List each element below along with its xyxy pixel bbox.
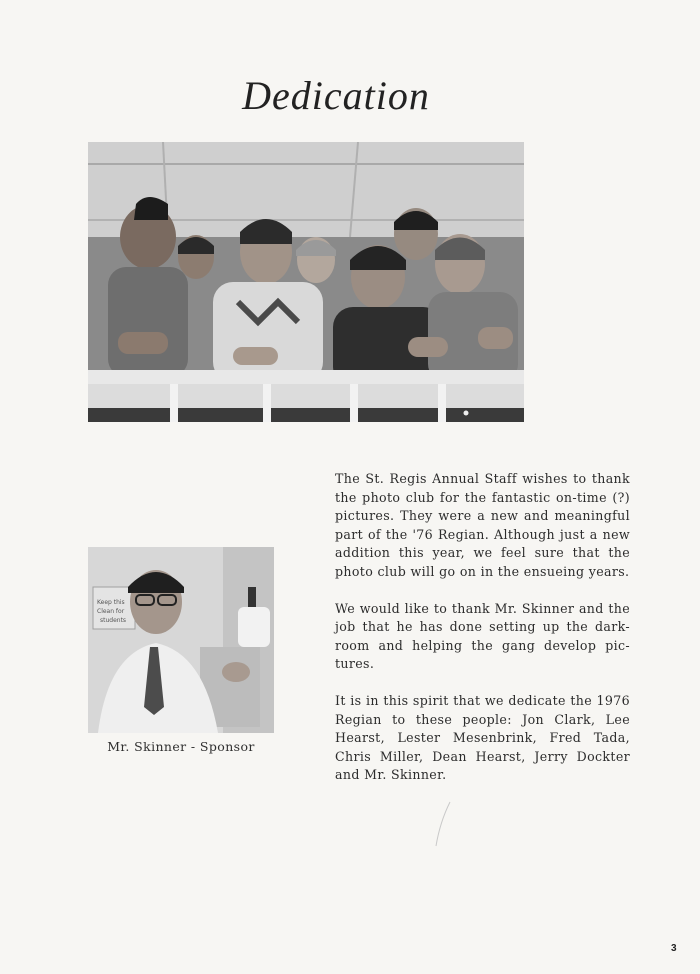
- svg-text:Keep this: Keep this: [97, 599, 125, 606]
- page-title: Dedication: [242, 73, 430, 118]
- sponsor-portrait-photo: [88, 547, 274, 733]
- svg-text:students: students: [100, 617, 127, 624]
- page-number: 3: [671, 943, 677, 954]
- svg-text:Clean for: Clean for: [97, 608, 125, 615]
- dedication-text: [335, 470, 630, 803]
- paragraph-thanks-skinner: We would like to thank Mr. Skinner and the job that he has done setting up the dark-room and helping the gang develop pic-tures.: [335, 600, 630, 672]
- pen-stroke-mark: [430, 800, 460, 850]
- portrait-caption: Mr. Skinner - Sponsor: [107, 739, 255, 754]
- group-photo: [88, 142, 524, 422]
- paragraph-thanks-photo-club: The St. Regis Annual Staff wishes to thank the photo club for the fantastic on-time (?) pictures. They were a new and meaningful part of the '76 Regian. Although just a new addition this year, we feel sure that the photo club will go on in the ensueing years.: [335, 471, 630, 579]
- paragraph-dedication: It is in this spirit that we dedicate the 1976 Regian to these people: Jon Clark, Lee Hearst, Lester Mesenbrink, Fred Tada, Chris Miller, Dean Hearst, Jerry Dockter and Mr. Skinner.: [335, 692, 630, 783]
